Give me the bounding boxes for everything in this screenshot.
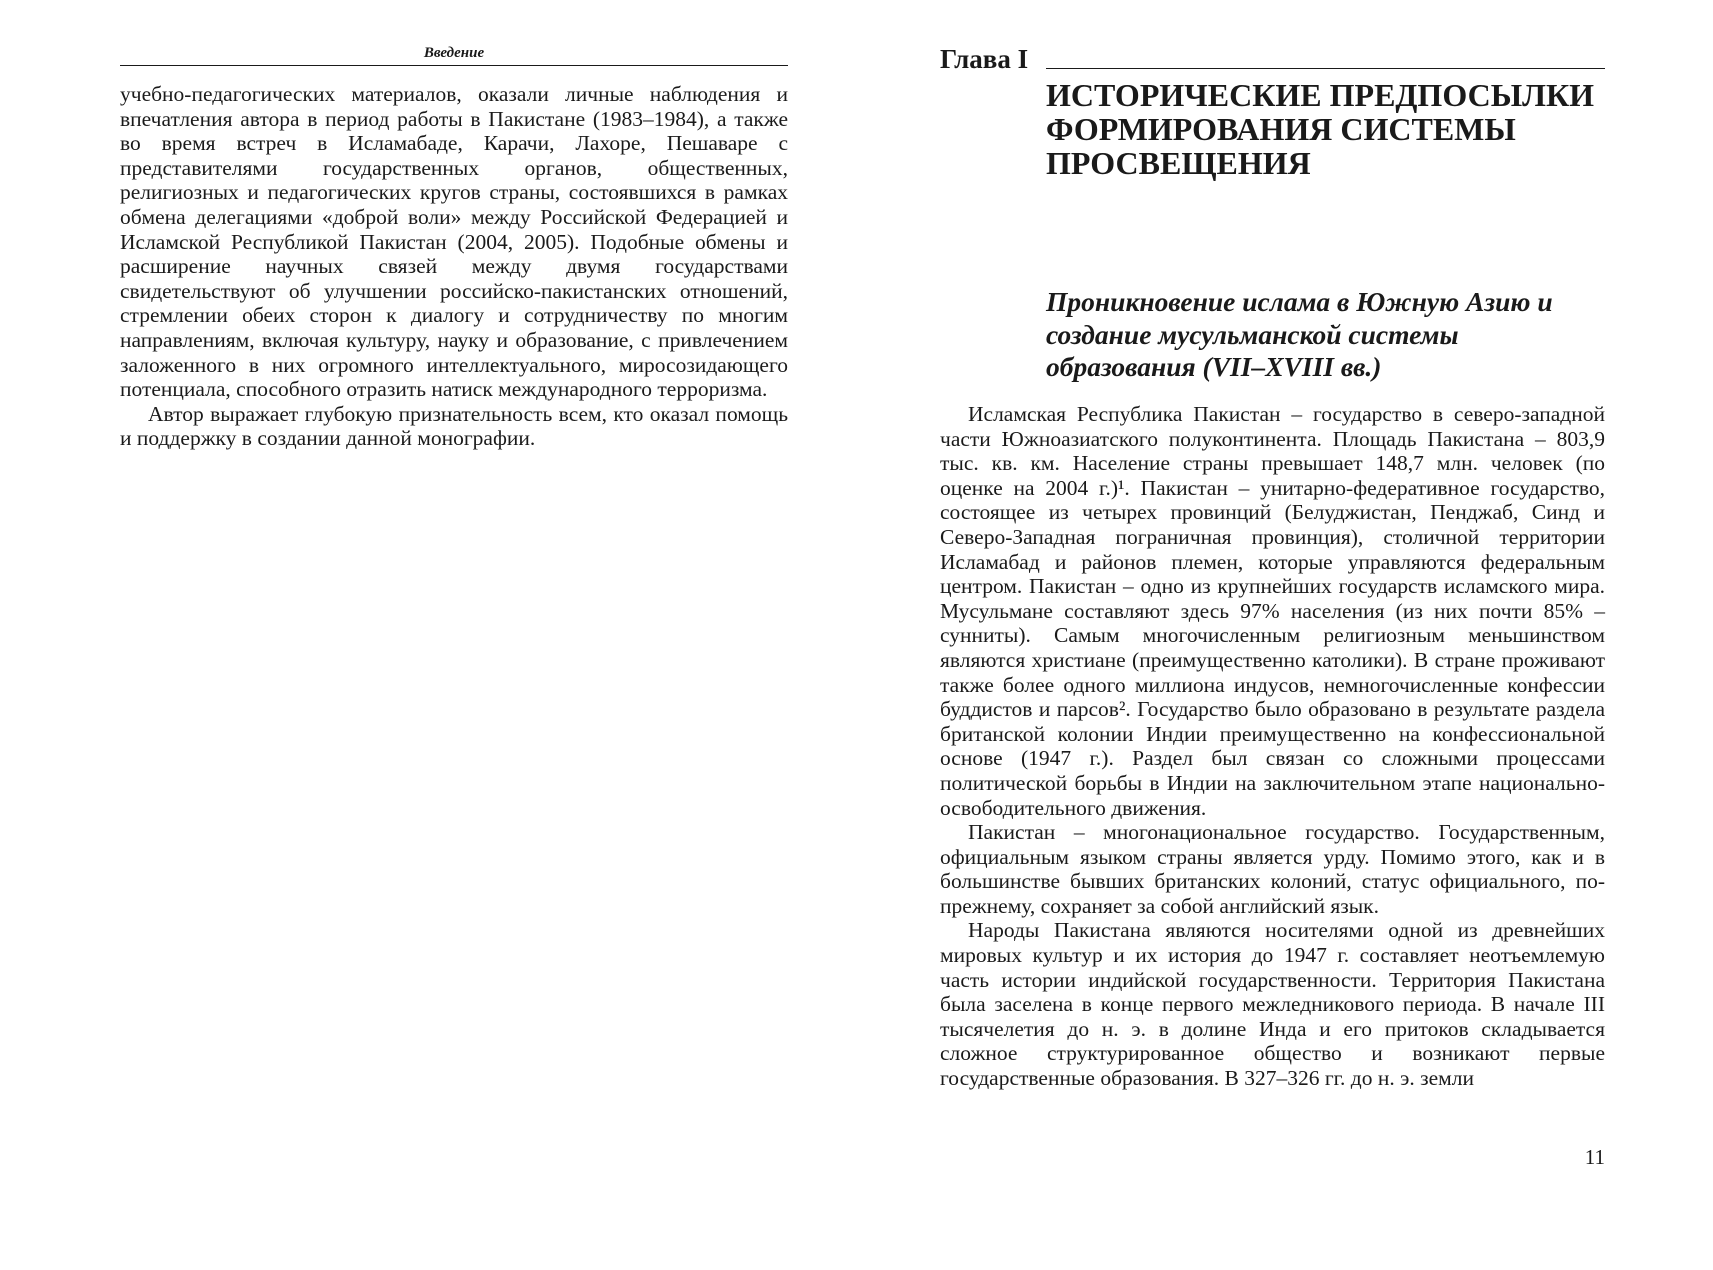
paragraph: Исламская Республика Пакистан – государство в северо-западной части Южноазиатского полуконтинента. Площадь Пакистана – 803,9 тыс. кв. км. Население страны превышает 148,7 млн. человек (по оценке на 2004 г.)¹. Пакистан – унитарно-федеративное государство, состоящее из четырех провинций (Белуджистан, Пенджаб, Синд и Северо-Западная пограничная провинция), столичной территории Исламабад и районов племен, которые управляются федеральным центром. Пакистан – одно из крупнейших государств исламского мира. Мусульмане составляют здесь 97% населения (из них почти 85% – сунниты). Самым многочисленным религиозным меньшинством являются христиане (преимущественно католики). В стране проживают также более одного миллиона индусов, немногочисленные конфессии буддистов и парсов². Государство было образовано в результате раздела британской колонии Индии преимущественно на конфессиональной основе (1947 г.). Раздел был связан со сложными процессами политической борьбы в Индии на заключительном этапе национально-освободительного движения. (940, 402, 1605, 820)
paragraph: Народы Пакистана являются носителями одной из древнейших мировых культур и их история до 1947 г. составляет неотъемлемую часть истории индийской государственности. Территория Пакистана была заселена в конце первого межледникового периода. В начале III тысячелетия до н. э. в долине Инда и его притоков складывается сложное структурированное общество и возникают первые государственные образования. В 327–326 гг. до н. э. земли (940, 918, 1605, 1091)
section-title: Проникновение ислама в Южную Азию и создание мусульманской системы образования (VII–XVIII вв.) (1046, 286, 1553, 382)
chapter-rule (1046, 68, 1605, 69)
running-head-rule (120, 65, 788, 66)
paragraph: Автор выражает глубокую признательность всем, кто оказал помощь и поддержку в создании данной монографии. (120, 401, 788, 451)
chapter-label: Глава I (940, 44, 1029, 74)
right-page-body (940, 402, 1605, 1091)
paragraph: учебно-педагогических материалов, оказали личные наблюдения и впечатления автора в период работы в Пакистане (1983–1984), а также во время встреч в Исламабаде, Карачи, Лахоре, Пешаваре с представителями государственных органов, общественных, религиозных и педагогических кругов страны, состоявшихся в рамках обмена делегациями «доброй воли» между Российской Федерацией и Исламской Республикой Пакистан (2004, 2005). Подобные обмены и расширение научных связей между двумя государствами свидетельствуют об улучшении российско-пакистанских отношений, стремлении обеих сторон к диалогу и сотрудничеству по многим направлениям, включая культуру, науку и образование, с привлечением заложенного в них огромного интеллектуального, миросозидающего потенциала, способного отразить натиск международного терроризма. (120, 82, 788, 402)
chapter-title: ИСТОРИЧЕСКИЕ ПРЕДПОСЫЛКИ ФОРМИРОВАНИЯ СИСТЕМЫ ПРОСВЕЩЕНИЯ (1046, 77, 1595, 181)
left-page-body (120, 82, 788, 451)
paragraph: Пакистан – многонациональное государство. Государственным, официальным языком страны является урду. Помимо этого, как и в большинстве бывших британских колоний, статус официального, по-прежнему, сохраняет за собой английский язык. (940, 820, 1605, 918)
page-number: 11 (1584, 1145, 1605, 1169)
running-head: Введение (423, 45, 485, 61)
